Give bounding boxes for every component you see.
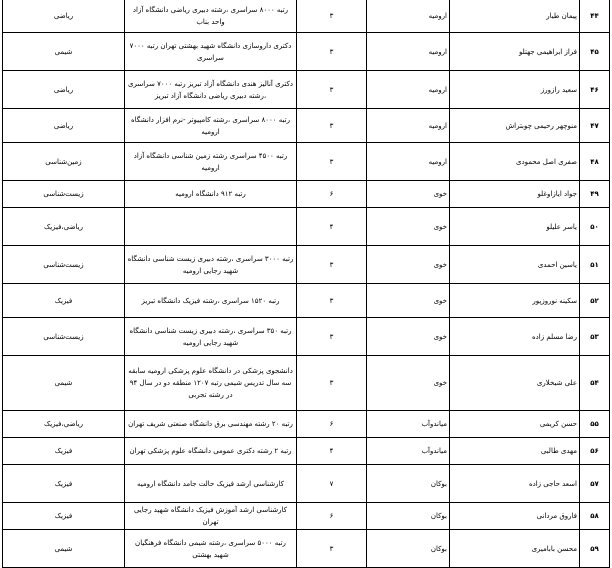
row-number: ۵۷ bbox=[580, 465, 610, 503]
teacher-name: مهدی طالبی bbox=[450, 438, 580, 465]
qualification-description: رتبه ۴۵۰۰ سراسری رشته زمین شناسی دانشگاه آزاد ارومیه bbox=[125, 143, 297, 181]
subject-name: ریاضی،فیزیک bbox=[3, 411, 125, 438]
qualification-description: کارشناسی ارشد آموزش فیزیک دانشگاه شهید رجایی تهران bbox=[125, 503, 297, 530]
teacher-name: پیمان طیار bbox=[450, 0, 580, 33]
subject-name: زیست‌شناسی bbox=[3, 246, 125, 284]
subject-name: ریاضی bbox=[3, 109, 125, 143]
table-row bbox=[3, 318, 610, 356]
qualification-description: کارشناسی ارشد فیزیک حالت جامد دانشگاه ارومیه bbox=[125, 465, 297, 503]
city-name: خوی bbox=[367, 284, 450, 318]
teacher-name: فراز ابراهیمی جهتلو bbox=[450, 33, 580, 71]
city-name: خوی bbox=[367, 356, 450, 411]
row-number: ۵۵ bbox=[580, 411, 610, 438]
subject-name: شیمی bbox=[3, 33, 125, 71]
table-row bbox=[3, 438, 610, 465]
count-value: ۳ bbox=[297, 284, 367, 318]
qualification-description: دکتری داروسازی دانشگاه شهید بهشتی تهران رتبه ۷۰۰۰ سراسری bbox=[125, 33, 297, 71]
city-name: ارومیه bbox=[367, 33, 450, 71]
teacher-name: فاروق مردانی bbox=[450, 503, 580, 530]
count-value: ۷ bbox=[297, 465, 367, 503]
count-value: ۴ bbox=[297, 208, 367, 246]
subject-name: فیزیک bbox=[3, 284, 125, 318]
qualification-description: رتبه ۸۰۰۰ سراسری ،رشته کامپیوتر -نرم افزار دانشگاه ارومیه bbox=[125, 109, 297, 143]
city-name: خوی bbox=[367, 246, 450, 284]
table-row bbox=[3, 71, 610, 109]
table-row bbox=[3, 284, 610, 318]
teacher-name: جواد ایازاوغلو bbox=[450, 181, 580, 208]
qualification-description: رتبه ۸۰۰۰ سراسری ،رشته دبیری ریاضی دانشگاه آزاد واحد بناب bbox=[125, 0, 297, 33]
row-number: ۴۷ bbox=[580, 109, 610, 143]
teacher-name: صفری اصل محمودی bbox=[450, 143, 580, 181]
teacher-name: علی شیخلاری bbox=[450, 356, 580, 411]
table-body bbox=[3, 0, 610, 568]
table-row bbox=[3, 143, 610, 181]
qualification-description: رتبه ۳۵۰ سراسری ،رشته دبیری زیست شناسی دانشگاه شهید رجایی ارومیه bbox=[125, 318, 297, 356]
row-number: ۴۶ bbox=[580, 71, 610, 109]
city-name: خوی bbox=[367, 181, 450, 208]
count-value: ۳ bbox=[297, 530, 367, 568]
qualification-description: رتبه ۵۰۰۰ سراسری ،رشته شیمی دانشگاه فرهنگیان شهید بهشتی bbox=[125, 530, 297, 568]
row-number: ۴۸ bbox=[580, 143, 610, 181]
subject-name: شیمی bbox=[3, 530, 125, 568]
city-name: بوکان bbox=[367, 503, 450, 530]
row-number: ۵۰ bbox=[580, 208, 610, 246]
table-row bbox=[3, 246, 610, 284]
subject-name: ریاضی bbox=[3, 0, 125, 33]
teachers-table bbox=[2, 0, 610, 568]
row-number: ۴۹ bbox=[580, 181, 610, 208]
table-row bbox=[3, 109, 610, 143]
table-row bbox=[3, 530, 610, 568]
count-value: ۳ bbox=[297, 318, 367, 356]
teacher-name: اسعد حاجی زاده bbox=[450, 465, 580, 503]
count-value: ۶ bbox=[297, 181, 367, 208]
teacher-name: سعید رازورز bbox=[450, 71, 580, 109]
subject-name: زیست‌شناسی bbox=[3, 318, 125, 356]
row-number: ۵۶ bbox=[580, 438, 610, 465]
row-number: ۵۲ bbox=[580, 284, 610, 318]
table-row bbox=[3, 411, 610, 438]
table-row bbox=[3, 465, 610, 503]
subject-name: فیزیک bbox=[3, 438, 125, 465]
subject-name: ریاضی bbox=[3, 71, 125, 109]
subject-name: فیزیک bbox=[3, 503, 125, 530]
subject-name: ریاضی،فیزیک bbox=[3, 208, 125, 246]
teacher-name: یاسر علیلو bbox=[450, 208, 580, 246]
count-value: ۳ bbox=[297, 143, 367, 181]
city-name: میاندوآب bbox=[367, 438, 450, 465]
city-name: خوی bbox=[367, 318, 450, 356]
city-name: ارومیه bbox=[367, 143, 450, 181]
row-number: ۵۸ bbox=[580, 503, 610, 530]
subject-name: زمین‌شناسی bbox=[3, 143, 125, 181]
qualification-description: رتبه ۱۵۲۰ سراسری ،رشته فیزیک دانشگاه تبریز bbox=[125, 284, 297, 318]
table-row bbox=[3, 181, 610, 208]
count-value: ۶ bbox=[297, 503, 367, 530]
city-name: خوی bbox=[367, 208, 450, 246]
table-row bbox=[3, 356, 610, 411]
city-name: ارومیه bbox=[367, 71, 450, 109]
subject-name: فیزیک bbox=[3, 465, 125, 503]
city-name: ارومیه bbox=[367, 109, 450, 143]
subject-name: شیمی bbox=[3, 356, 125, 411]
teacher-name: یاسین احمدی bbox=[450, 246, 580, 284]
count-value: ۳ bbox=[297, 109, 367, 143]
qualification-description: رتبه ۹۱۲ دانشگاه ارومیه bbox=[125, 181, 297, 208]
subject-name: زیست‌شناسی bbox=[3, 181, 125, 208]
count-value: ۳ bbox=[297, 246, 367, 284]
count-value: ۶ bbox=[297, 411, 367, 438]
row-number: ۴۵ bbox=[580, 33, 610, 71]
count-value: ۴ bbox=[297, 438, 367, 465]
qualification-description: رتبه ۲۰ رشته مهندسی برق دانشگاه صنعتی شریف تهران bbox=[125, 411, 297, 438]
count-value: ۳ bbox=[297, 0, 367, 33]
teacher-name: منوچهر رحیمی چوبتراش bbox=[450, 109, 580, 143]
count-value: ۳ bbox=[297, 71, 367, 109]
qualification-description: رتبه ۳۰۰۰ سراسری ،رشته دبیری زیست شناسی دانشگاه شهید رجایی ارومیه bbox=[125, 246, 297, 284]
count-value: ۳ bbox=[297, 33, 367, 71]
qualification-description: رتبه ۲ رشته دکتری عمومی دانشگاه علوم پزشکی تهران bbox=[125, 438, 297, 465]
city-name: ارومیه bbox=[367, 0, 450, 33]
qualification-description bbox=[125, 208, 297, 246]
teacher-name: رضا مسلم زاده bbox=[450, 318, 580, 356]
table-row bbox=[3, 503, 610, 530]
row-number: ۵۳ bbox=[580, 318, 610, 356]
city-name: میاندوآب bbox=[367, 411, 450, 438]
teacher-name: حسن کریمی bbox=[450, 411, 580, 438]
table-row bbox=[3, 0, 610, 33]
row-number: ۴۴ bbox=[580, 0, 610, 33]
table-row bbox=[3, 33, 610, 71]
count-value: ۳ bbox=[297, 356, 367, 411]
qualification-description: دانشجوی پزشکی در دانشگاه علوم پزشکی ارومیه سابقه سه سال تدریس شیمی رتبه ۱۲۰۷ منطقه دو در سال ۹۴ در رشته تجربی bbox=[125, 356, 297, 411]
table-row bbox=[3, 208, 610, 246]
row-number: ۵۱ bbox=[580, 246, 610, 284]
teacher-name: سکینه نوروزپور bbox=[450, 284, 580, 318]
city-name: بوکان bbox=[367, 465, 450, 503]
teacher-name: محسن بابامیری bbox=[450, 530, 580, 568]
qualification-description: دکتری آنالیز هندی دانشگاه آزاد تبریز رتبه ۷۰۰۰ سراسری ،رشته دبیری ریاضی دانشگاه آزاد تبریز bbox=[125, 71, 297, 109]
row-number: ۵۹ bbox=[580, 530, 610, 568]
row-number: ۵۴ bbox=[580, 356, 610, 411]
city-name: بوکان bbox=[367, 530, 450, 568]
